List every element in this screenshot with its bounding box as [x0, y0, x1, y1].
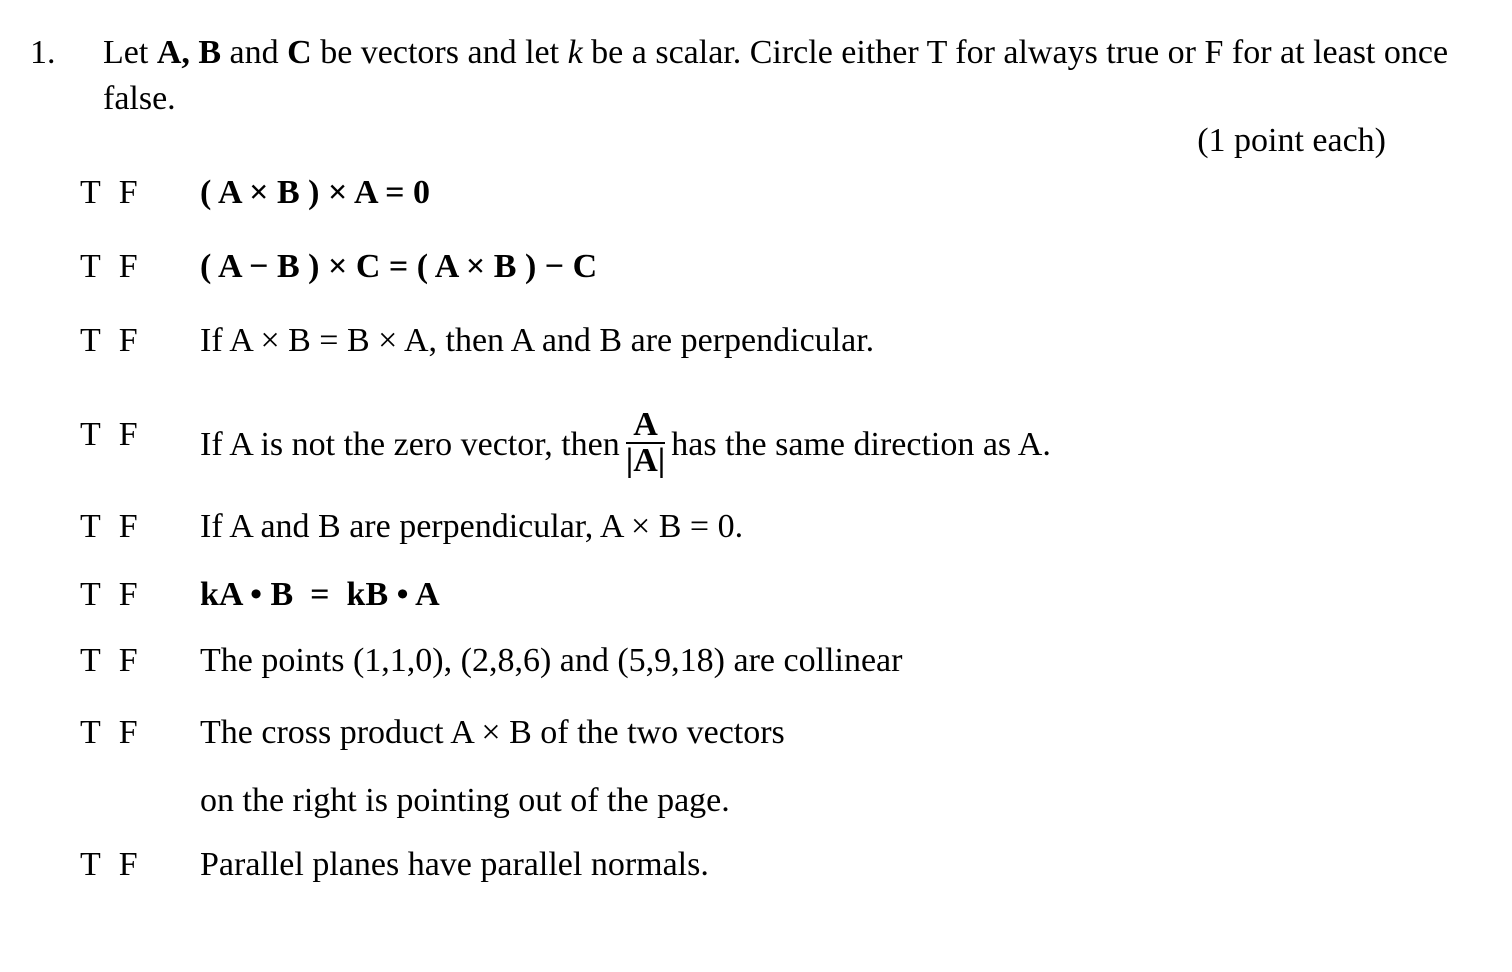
tf-item-2 — [0, 244, 1512, 290]
tf-item-5 — [0, 504, 1512, 550]
statement: The cross product A × B of the two vectors — [200, 714, 785, 751]
choice-false[interactable]: F — [118, 642, 138, 679]
unit-vector-fraction: $\frac{A}{|A|}$ — [625, 406, 666, 479]
tf-item-7 — [0, 638, 1512, 684]
choice-true[interactable]: T — [80, 846, 101, 883]
choice-false[interactable]: F — [118, 322, 138, 359]
choice-true[interactable]: T — [80, 508, 101, 545]
statement: ( A − B ) × C = ( A × B ) − C — [200, 248, 598, 285]
statement: If A is not the zero vector, then $\frac{A}{|A|}$ has the same direction as A. — [200, 406, 1051, 479]
choice-false[interactable]: F — [118, 416, 138, 453]
statement-continuation: on the right is pointing out of the page. — [200, 782, 730, 819]
choice-false[interactable]: F — [118, 174, 138, 211]
tf-item-8-continuation — [0, 778, 1512, 824]
tf-item-8 — [0, 710, 1512, 756]
question-number: 1. — [30, 34, 56, 71]
choice-false[interactable]: F — [118, 846, 138, 883]
statement: If A × B = B × A, then A and B are perpendicular. — [200, 322, 875, 359]
choice-false[interactable]: F — [118, 508, 138, 545]
choice-false[interactable]: F — [118, 248, 138, 285]
statement: The points (1,1,0), (2,8,6) and (5,9,18) are collinear — [200, 642, 903, 679]
choice-true[interactable]: T — [80, 714, 101, 751]
statement: kA • B = kB • A — [200, 576, 440, 613]
tf-item-6 — [0, 572, 1512, 618]
points-note: (1 point each) — [1197, 122, 1386, 159]
choice-true[interactable]: T — [80, 174, 101, 211]
statement: ( A × B ) × A = 0 — [200, 174, 431, 211]
choice-false[interactable]: F — [118, 714, 138, 751]
tf-item-1 — [0, 170, 1512, 216]
choice-true[interactable]: T — [80, 248, 101, 285]
tf-item-4 — [0, 406, 1512, 479]
statement: If A and B are perpendicular, A × B = 0. — [200, 508, 744, 545]
choice-true[interactable]: T — [80, 416, 101, 453]
choice-false[interactable]: F — [118, 576, 138, 613]
tf-item-9 — [0, 842, 1512, 888]
choice-true[interactable]: T — [80, 322, 101, 359]
question-intro: Let A, B and C be vectors and let k be a scalar. Circle either T for always true or F for at least once false. — [103, 34, 1449, 117]
tf-item-3 — [0, 318, 1512, 364]
statement: Parallel planes have parallel normals. — [200, 846, 709, 883]
choice-true[interactable]: T — [80, 642, 101, 679]
choice-true[interactable]: T — [80, 576, 101, 613]
